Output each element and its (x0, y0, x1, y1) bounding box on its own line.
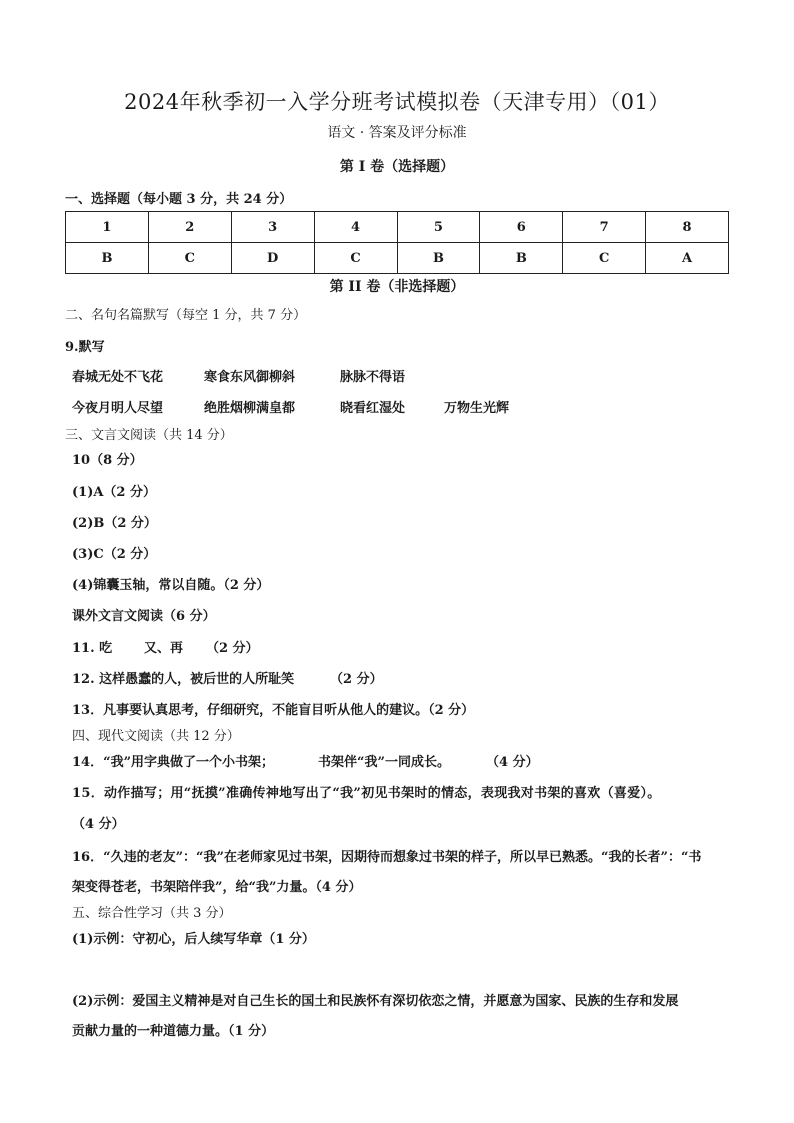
section-2-title: 二、名句名篇默写（每空 1 分，共 7 分） (65, 308, 307, 323)
part-one-heading: 第 I 卷（选择题） (339, 159, 455, 175)
answer-cell: D (231, 243, 314, 274)
part-two-heading: 第 II 卷（非选择题） (329, 279, 465, 295)
question-number-cell: 8 (646, 212, 729, 243)
question-number-cell: 1 (66, 212, 149, 243)
answer-line: 架变得苍老，书架陪伴我”，给“我”力量。（4 分） (72, 880, 362, 895)
answer-line: 贡献力量的一种道德力量。（1 分） (72, 1024, 275, 1039)
score-note: （4 分） (72, 817, 125, 832)
answer-line: 14．“我”用字典做了一个小书架； (72, 755, 275, 770)
section-1-title: 一、选择题（每小题 3 分，共 24 分） (65, 192, 293, 207)
question-number-cell: 5 (397, 212, 480, 243)
poem-line: 晓看红湿处 (340, 401, 406, 416)
question-number-cell: 4 (314, 212, 397, 243)
question-number-cell: 7 (563, 212, 646, 243)
answer-line: 书架伴“我”一同成长。 (318, 755, 450, 770)
score-note: （4 分） (486, 755, 539, 770)
answer-line: (2)B（2 分） (72, 516, 157, 531)
answer-cell: A (646, 243, 729, 274)
answer-line: 16．“久违的老友”：“我”在老师家见过书架，因期待而想象过书架的样子，所以早已熟悉。“我的长者”：“书 (72, 850, 702, 865)
question-9-label: 9.默写 (65, 340, 105, 355)
question-number-cell: 3 (231, 212, 314, 243)
poem-line: 寒食东风御柳斜 (204, 370, 296, 385)
section-4-title: 四、现代文阅读（共 12 分） (72, 729, 240, 744)
table-row-answers (66, 243, 729, 274)
page-subtitle: 语文 · 答案及评分标准 (327, 125, 467, 141)
answer-line: (2)示例：爱国主义精神是对自己生长的国土和民族怀有深切依恋之情，并愿意为国家、民族的生存和发展 (72, 994, 679, 1009)
page-title: 2024年秋季初一入学分班考试模拟卷（天津专用）（01） (124, 90, 670, 114)
poem-line: 绝胜烟柳满皇都 (204, 401, 296, 416)
question-number-cell: 2 (148, 212, 231, 243)
answer-line: 又、再 (144, 641, 184, 656)
section-3-title: 三、文言文阅读（共 14 分） (65, 428, 233, 443)
answer-table (65, 211, 729, 274)
score-note: （2 分） (330, 672, 383, 687)
answer-line: (1)A（2 分） (72, 485, 157, 500)
answer-line: 13．凡事要认真思考，仔细研究，不能盲目听从他人的建议。（2 分） (72, 703, 475, 718)
answer-line: (4)锦囊玉轴，常以自随。（2 分） (72, 578, 270, 593)
extra-reading-title: 课外文言文阅读（6 分） (72, 609, 216, 624)
answer-line: 12. 这样愚蠢的人，被后世的人所耻笑 (72, 672, 295, 687)
answer-cell: C (314, 243, 397, 274)
question-number-cell: 6 (480, 212, 563, 243)
answer-cell: B (480, 243, 563, 274)
answer-cell: B (397, 243, 480, 274)
answer-cell: C (563, 243, 646, 274)
poem-line: 万物生光辉 (444, 401, 510, 416)
poem-line: 今夜月明人尽望 (72, 401, 164, 416)
answer-line: (1)示例：守初心，后人续写华章（1 分） (72, 932, 315, 947)
answer-cell: B (66, 243, 149, 274)
question-10-label: 10（8 分） (72, 453, 143, 468)
answer-cell: C (148, 243, 231, 274)
answer-line: 11. 吃 (72, 641, 113, 656)
section-5-title: 五、综合性学习（共 3 分） (72, 906, 232, 921)
score-note: （2 分） (206, 641, 259, 656)
poem-line: 脉脉不得语 (340, 370, 406, 385)
answer-line: (3)C（2 分） (72, 547, 157, 562)
table-row-numbers (66, 212, 729, 243)
answer-line: 15．动作描写；用“抚摸”准确传神地写出了“我”初见书架时的情态，表现我对书架的喜欢（喜爱）。 (72, 786, 661, 801)
poem-line: 春城无处不飞花 (72, 370, 164, 385)
